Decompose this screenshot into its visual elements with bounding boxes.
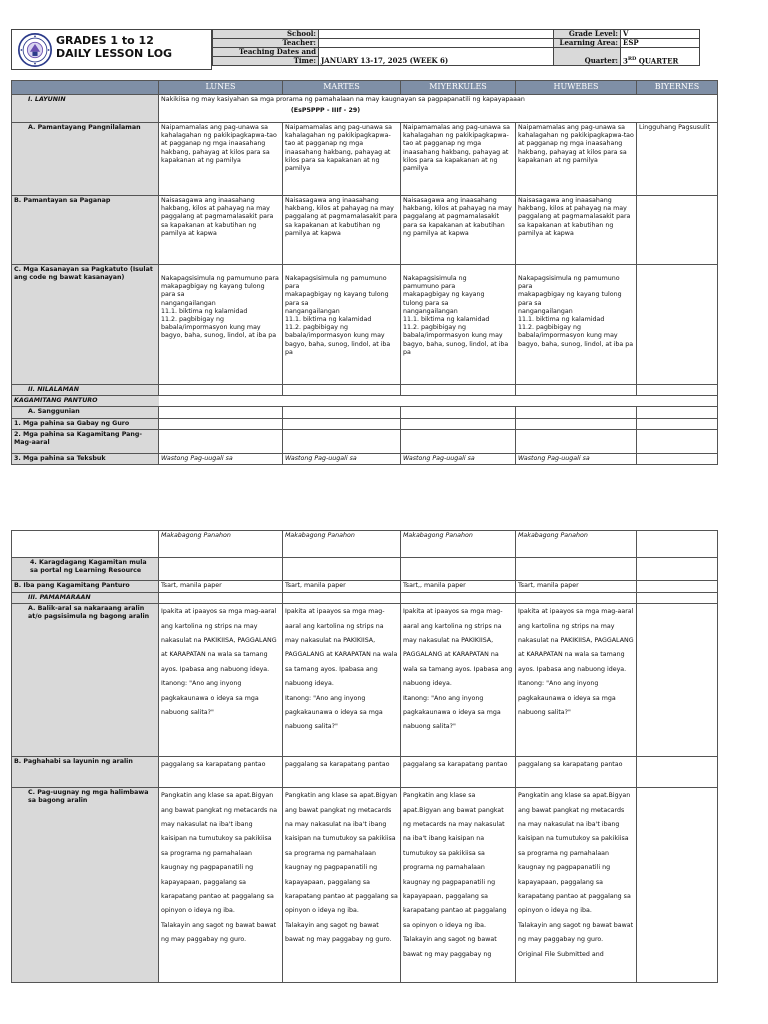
iba-martes: Tsart, manila paper [283,581,401,593]
paghahabi-huwebes: paggalang sa karapatang pantao [516,757,637,788]
kasanayan-miyerkules: Nakapagsisimula ng pamumuno para makapagbigay ng kayang tulong para sa nangangailangan 11.1. biktima ng kalamidad 11.2. pagbibigay ng babala/impormasyon kung may bagyo, baha, sunog, lindol, at iba pa [401,265,516,385]
teksbuk-lunes: Wastong Pag-uugali sa [159,453,283,464]
sanggunian-martes [283,407,401,418]
sanggunian-lunes [159,407,283,418]
pamamaraan-biyernes [637,593,718,604]
gabay-label: 1. Mga pahina sa Gabay ng Guro [12,418,159,429]
quarter-suffix: RD [627,55,637,62]
pang-mag-aaral-biyernes [637,429,718,453]
kagamitan-empty [159,396,718,407]
school-label: School: [213,30,319,39]
teksbuk-martes: Wastong Pag-uugali sa [283,453,401,464]
teksbuk-cont-miyerkules: Makabagong Panahon [401,531,516,558]
nilalaman-huwebes [516,385,637,396]
title-daily-lesson-log: DAILY LESSON LOG [56,47,173,60]
pag-uugnay-miyerkules: Pangkatin ang klase sa apat.Bigyan ang bawat pangkat ng metacards na may nakasulat na iba't ibang kaisipan na tumutukoy sa pakikiisa sa programa ng pamahalaan kaugnay ng pagpapanatili ng kapayapaan, paggalang sa karapatang pantao at paggalang sa opinyon o ideya ng iba. Talakayin ang sagot ng bawat bawat ng may paggabay ng [401,788,516,983]
iba-miyerkules: Tsart,, manila paper [401,581,516,593]
lr-portal-label: 4. Karagdagang Kagamitan mula sa portal ng Learning Resource [12,558,159,581]
nilalaman-martes [283,385,401,396]
corner-header [12,81,159,95]
day-header-lunes: LUNES [159,81,283,95]
sanggunian-biyernes [637,407,718,418]
teksbuk-cont-lunes: Makabagong Panahon [159,531,283,558]
teksbuk-huwebes: Wastong Pag-uugali sa [516,453,637,464]
pamantayang-label [12,123,159,196]
pang-mag-aaral-miyerkules [401,429,516,453]
quarter-word: QUARTER [636,56,679,65]
school-value[interactable] [319,30,554,39]
grade-level-label: Grade Level: [554,30,621,39]
teksbuk-cont-martes: Makabagong Panahon [283,531,401,558]
lesson-log-header [11,29,721,71]
learning-area-label: Learning Area: [554,39,621,48]
nilalaman-label-text: II. NILALAMAN [28,386,80,393]
lr-huwebes [516,558,637,581]
pamamaraan-lunes [159,593,283,604]
layunin-text: Nakikiisa ng may kasiyahan sa mga prorama ng pamahalaan na may kaugnayan sa pagpapanatili ng kapayapaaan [161,96,525,103]
nilalaman-biyernes [637,385,718,396]
teacher-value[interactable] [319,39,554,48]
pamamaraan-miyerkules [401,593,516,604]
gabay-martes [283,418,401,429]
kasanayan-martes: Nakapagsisimula ng pamumuno para makapagbigay ng kayang tulong para sa nangangailangan 11.1. biktima ng kalamidad 11.2. pagbibigay ng babala/impormasyon kung may bagyo, baha, sunog, lindol, at iba pa [283,265,401,385]
pamamaraan-label [12,593,159,604]
iba-huwebes: Tsart, manila paper [516,581,637,593]
teacher-label: Teacher: [213,39,319,48]
kasanayan-huwebes: Nakapagsisimula ng pamumuno para makapagbigay ng kayang tulong para sa nangangailangan 11.1. biktima ng kalamidad 11.2. pagbibigay ng babala/impormasyon kung may bagyo, baha, sunog, lindol, at iba pa [516,265,637,385]
dates-label-1: Teaching Dates and [213,48,319,57]
paghahabi-biyernes [637,757,718,788]
lesson-table-page1 [11,80,718,465]
pag-uugnay-martes: Pangkatin ang klase sa apat.Bigyan ang bawat pangkat ng metacards na may nakasulat na iba't ibang kaisipan na tumutukoy sa pakikiisa sa programa ng pamahalaan kaugnay ng pagpapanatili ng kapayapaan, paggalang sa karapatang pantao at paggalang sa opinyon o ideya ng iba. Talakayin ang sagot ng bawat bawat ng may paggabay ng guro. [283,788,401,983]
balik-aral-lunes: Ipakita at ipaayos sa mga mag-aaral ang kartolina ng strips na may nakasulat na PAKIKIISA, PAGGALANG at KARAPATAN na wala sa tamang ayos. Ipabasa ang nabuong ideya. Itanong: "Ano ang inyong pagkakaunawa o ideya sa mga nabuong salita?" [159,604,283,757]
teksbuk-cont-label [12,531,159,558]
quarter-value[interactable] [621,48,700,66]
paghahabi-martes: paggalang sa karapatang pantao [283,757,401,788]
kagamitan-label: KAGAMITANG PANTURO [12,396,159,407]
sanggunian-miyerkules [401,407,516,418]
teksbuk-cont-huwebes: Makabagong Panahon [516,531,637,558]
dates-value[interactable]: JANUARY 13-17, 2025 (WEEK 6) [319,48,554,66]
iba-biyernes [637,581,718,593]
layunin-label [12,95,159,123]
balik-aral-huwebes: Ipakita at ipaayos sa mga mag-aaral ang kartolina ng strips na may nakasulat na PAKIKIISA, PAGGALANG at KARAPATAN na wala sa tamang ayos. Ipabasa ang nabuong ideya. Itanong: "Ano ang inyong pagkakaunawa o ideya sa mga nabuong salita?" [516,604,637,757]
paghahabi-label: B. Paghahabi sa layunin ng aralin [12,757,159,788]
balik-aral-martes: Ipakita at ipaayos sa mga mag-aaral ang kartolina ng strips na may nakasulat na PAKIKIISA, PAGGALANG at KARAPATAN na wala sa tamang ayos. Ipabasa ang nabuong ideya. Itanong: "Ano ang inyong pagkakaunawa o ideya sa mga nabuong salita?" [283,604,401,757]
iba-label: B. Iba pang Kagamitang Panturo [12,581,159,593]
nilalaman-label [12,385,159,396]
teksbuk-biyernes [637,453,718,464]
sanggunian-huwebes [516,407,637,418]
title-box [11,29,212,70]
pamantayang-miyerkules: Naipamamalas ang pag-unawa sa kahalagahan ng pakikipagkapwa-tao at pagganap ng mga inaasahang hakbang, pahayag at kilos para sa kapakanan at ng pamilya [401,123,516,196]
lr-lunes [159,558,283,581]
pag-uugnay-label-text: C. Pag-uugnay ng mga halimbawa sa bagong aralin [28,789,149,805]
pag-uugnay-label [12,788,159,983]
kasanayan-label: C. Mga Kasanayan sa Pagkatuto (Isulat ang code ng bawat kasanayan) [12,265,159,385]
pagganap-lunes: Naisasagawa ang inaasahang hakbang, kilos at pahayag na may paggalang at pagmamalasakit para sa kapakanan at kabutihan ng pamilya at kapwa [159,196,283,265]
iba-lunes: Tsart, manila paper [159,581,283,593]
pamantayang-label-text: A. Pamantayang Pangnilalaman [28,124,141,131]
learning-area-value[interactable]: ESP [621,39,700,48]
pag-uugnay-biyernes [637,788,718,983]
layunin-cell [159,95,718,123]
pagganap-martes: Naisasagawa ang inaasahang hakbang, kilos at pahayag na may paggalang at pagmamalasakit para sa kapakanan at kabutihan ng pamilya at kapwa [283,196,401,265]
paghahabi-lunes: paggalang sa karapatang pantao [159,757,283,788]
header-info-table [212,29,700,66]
pagganap-label: B. Pamantayan sa Paganap [12,196,159,265]
dates-label-2: Time: [213,57,319,66]
day-header-biyernes: BIYERNES [637,81,718,95]
gabay-miyerkules [401,418,516,429]
teksbuk-label: 3. Mga pahina sa Teksbuk [12,453,159,464]
lr-martes [283,558,401,581]
balik-aral-miyerkules: Ipakita at ipaayos sa mga mag-aaral ang kartolina ng strips na may nakasulat na PAKIKIISA, PAGGALANG at KARAPATAN na wala sa tamang ayos. Ipabasa ang nabuong ideya. Itanong: "Ano ang inyong pagkakaunawa o ideya sa mga nabuong salita?" [401,604,516,757]
layunin-code: (EsP5PPP - IIIf - 29) [290,107,361,115]
gabay-lunes [159,418,283,429]
day-header-miyerkules: MIYERKULES [401,81,516,95]
pamantayang-biyernes: Lingguhang Pagsusulit [637,123,718,196]
balik-aral-label [12,604,159,757]
nilalaman-lunes [159,385,283,396]
day-header-huwebes: HUWEBES [516,81,637,95]
lr-biyernes [637,558,718,581]
pagganap-miyerkules: Naisasagawa ang inaasahang hakbang, kilos at pahayag na may paggalang at pagmamalasakit para sa kapakanan at kabutihan ng pamilya at kapwa [401,196,516,265]
day-header-martes: MARTES [283,81,401,95]
pamantayang-martes: Naipamamalas ang pag-unawa sa kahalagahan ng pakikipagkapwa-tao at pagganap ng mga inaasahang hakbang, pahayag at kilos para sa kapakanan at ng pamilya [283,123,401,196]
pagganap-huwebes: Naisasagawa ang inaasahang hakbang, kilos at pahayag na may paggalang at pagmamalasakit para sa kapakanan at kabutihan ng pamilya at kapwa [516,196,637,265]
pang-mag-aaral-huwebes [516,429,637,453]
lesson-table-page2 [11,530,718,983]
teksbuk-cont-biyernes [637,531,718,558]
balik-aral-label-text: A. Balik-aral sa nakaraang aralin at/o pagsisimula ng bagong aralin [28,605,150,621]
gabay-huwebes [516,418,637,429]
pamantayang-huwebes: Naipamamalas ang pag-unawa sa kahalagahan ng pakikipagkapwa-tao at pagganap ng mga inaasahang hakbang, pahayag at kilos para sa kapakanan at ng pamilya [516,123,637,196]
pagganap-biyernes [637,196,718,265]
kasanayan-biyernes [637,265,718,385]
sanggunian-label [12,407,159,418]
sanggunian-label-text: A. Sanggunian [28,408,80,416]
pamamaraan-huwebes [516,593,637,604]
pamamaraan-label-text: III. PAMAMARAAN [28,594,91,601]
pang-mag-aaral-label: 2. Mga pahina sa Kagamitang Pang-Mag-aaral [12,429,159,453]
pang-mag-aaral-martes [283,429,401,453]
pang-mag-aaral-lunes [159,429,283,453]
pamantayang-lunes: Naipamamalas ang pag-unawa sa kahalagahan ng pakikipagkapwa-tao at pagganap ng mga inaasahang hakbang, pahayag at kilos para sa kapakanan at ng pamilya [159,123,283,196]
teksbuk-miyerkules: Wastong Pag-uugali sa [401,453,516,464]
quarter-number: 3 [623,56,628,65]
balik-aral-biyernes [637,604,718,757]
grade-level-value[interactable]: V [621,30,700,39]
layunin-label-text: I. LAYUNIN [28,96,66,103]
nilalaman-miyerkules [401,385,516,396]
pag-uugnay-huwebes: Pangkatin ang klase sa apat.Bigyan ang bawat pangkat ng metacards na may nakasulat na iba't ibang kaisipan na tumutukoy sa pakikiisa sa programa ng pamahalaan kaugnay ng pagpapanatili ng kapayapaan, paggalang sa karapatang pantao at paggalang sa opinyon o ideya ng iba. Talakayin ang sagot ng bawat bawat ng may paggabay ng guro. Original File Submitted and [516,788,637,983]
lr-miyerkules [401,558,516,581]
pamamaraan-martes [283,593,401,604]
pag-uugnay-lunes: Pangkatin ang klase sa apat.Bigyan ang bawat pangkat ng metacards na may nakasulat na iba't ibang kaisipan na tumutukoy sa pakikiisa sa programa ng pamahalaan kaugnay ng pagpapanatili ng kapayapaan, paggalang sa karapatang pantao at paggalang sa opinyon o ideya ng iba. Talakayin ang sagot ng bawat bawat ng may paggabay ng guro. [159,788,283,983]
gabay-biyernes [637,418,718,429]
paghahabi-miyerkules: paggalang sa karapatang pantao [401,757,516,788]
kasanayan-lunes: Nakapagsisimula ng pamumuno para makapagbigay ng kayang tulong para sa nangangailangan 11.1. biktima ng kalamidad 11.2. pagbibigay ng babala/impormasyon kung may bagyo, baha, sunog, lindol, at iba pa [159,265,283,385]
deped-seal-icon [18,33,52,67]
quarter-label: Quarter: [554,48,621,66]
title-grades: GRADES 1 to 12 [56,34,154,47]
